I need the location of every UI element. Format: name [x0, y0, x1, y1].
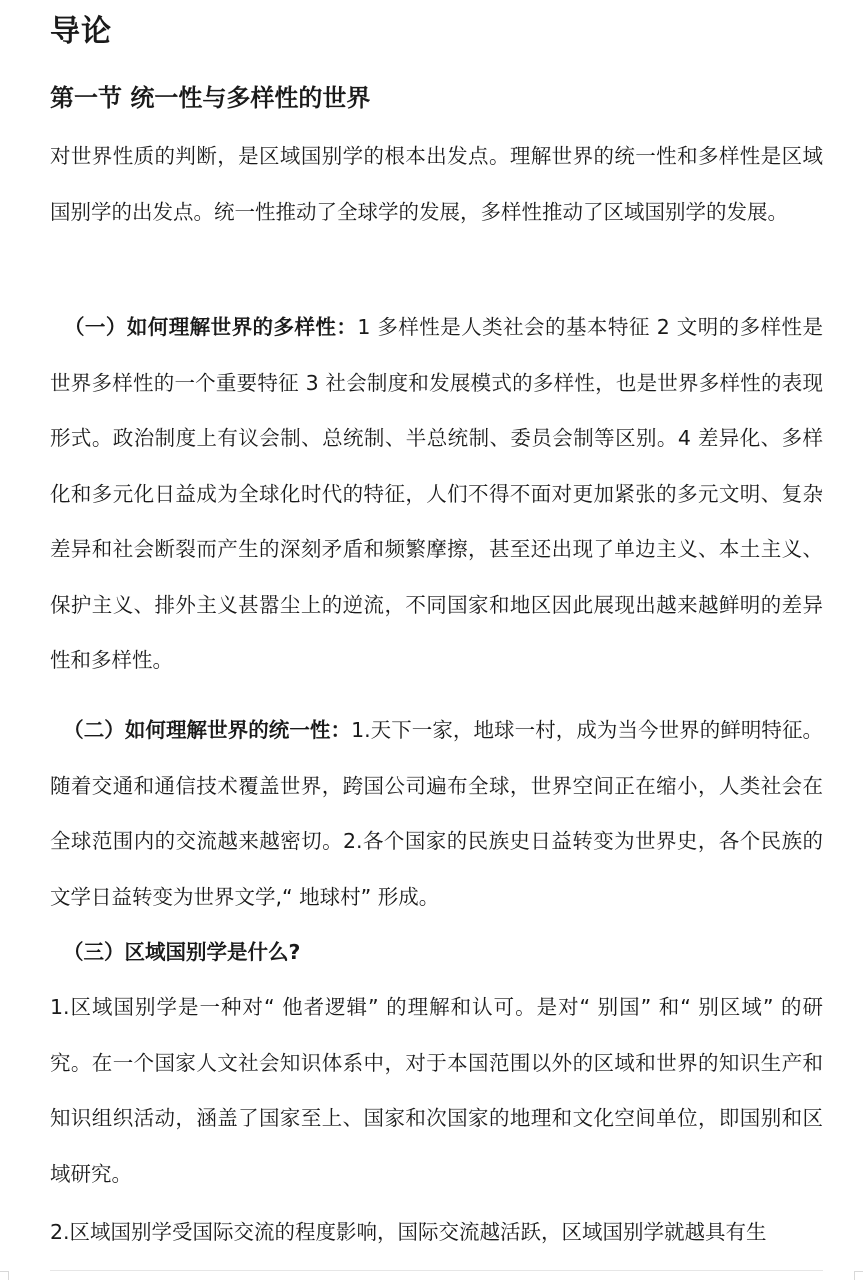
what-is-heading-paragraph	[50, 925, 823, 981]
intro-paragraph: 对世界性质的判断，是区域国别学的根本出发点。理解世界的统一性和多样性是区域国别学的出发点。统一性推动了全球学的发展，多样性推动了区域国别学的发展。	[50, 144, 823, 224]
bottom-divider	[50, 1270, 823, 1271]
page-corner-right	[854, 1271, 863, 1280]
diversity-heading: （一）如何理解世界的多样性：	[63, 315, 358, 339]
unity-heading: （二）如何理解世界的统一性：	[63, 718, 352, 742]
what-is-point-2: 2.区域国别学受国际交流的程度影响，国际交流越活跃，区域国别学就越具有生	[50, 1220, 767, 1244]
diversity-body: 1 多样性是人类社会的基本特征 2 文明的多样性是世界多样性的一个重要特征 3 社会制度和发展模式的多样性，也是世界多样性的表现形式。政治制度上有议会制、总统制、半总统制、委员会制等区别。4 差异化、多样化和多元化日益成为全球化时代的特征，人们不得不面对更加紧张的多元文明、复杂差异和社会断裂而产生的深刻矛盾和频繁摩擦，甚至还出现了单边主义、本土主义、保护主义、排外主义甚嚣尘上的逆流，不同国家和地区因此展现出越来越鲜明的差异性和多样性。	[50, 315, 824, 672]
unity-paragraph	[50, 703, 823, 925]
what-is-point-1: 1.区域国别学是一种对“ 他者逻辑” 的理解和认可。是对“ 别国” 和“ 别区域” 的研究。在一个国家人文社会知识体系中，对于本国范围以外的区域和世界的知识生产和知识组织活动，涵盖了国家至上、国家和次国家的地理和文化空间单位，即国别和区域研究。	[50, 995, 823, 1186]
chapter-title: 导论	[50, 14, 112, 49]
unity-body: 1.天下一家，地球一村，成为当今世界的鲜明特征。随着交通和通信技术覆盖世界，跨国公司遍布全球，世界空间正在缩小，人类社会在全球范围内的交流越来越密切。2.各个国家的民族史日益转变为世界史，各个民族的文学日益转变为世界文学,“ 地球村” 形成。	[50, 718, 824, 909]
section-title: 第一节 统一性与多样性的世界	[50, 84, 371, 112]
what-is-heading: （三）区域国别学是什么?	[63, 940, 301, 964]
page-corner-left	[0, 1271, 9, 1280]
diversity-paragraph	[50, 300, 823, 689]
